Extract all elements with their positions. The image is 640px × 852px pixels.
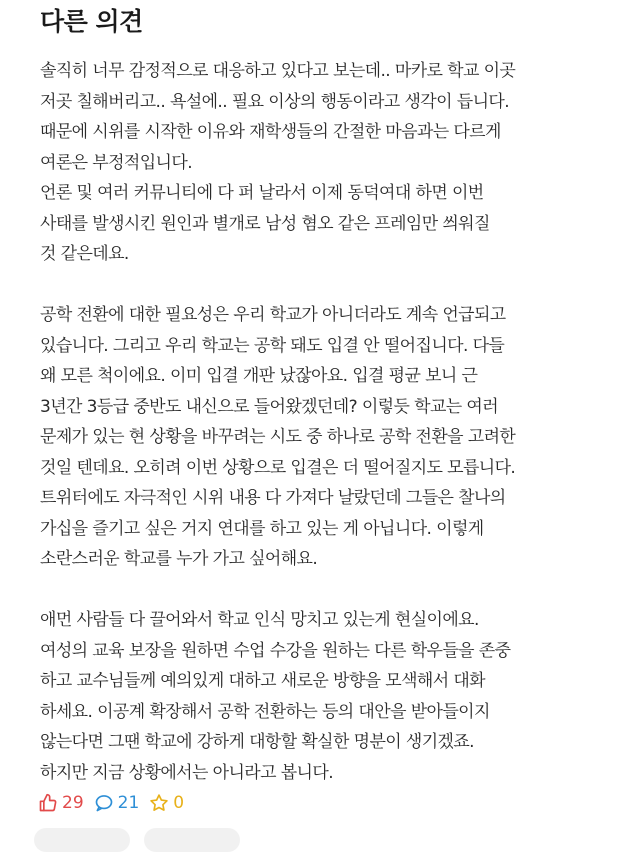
reaction-bar bbox=[38, 790, 194, 816]
comment-button[interactable] bbox=[94, 793, 140, 813]
body-line: 하세요. 이공계 확장해서 공학 전환하는 등의 대안을 받아들이지 bbox=[40, 701, 490, 722]
body-line: 공학 전환에 대한 필요성은 우리 학교가 아니더라도 계속 언급되고 bbox=[40, 305, 506, 325]
body-line: 사태를 발생시킨 원인과 별개로 남성 혐오 같은 프레임만 씌워질 bbox=[40, 213, 490, 234]
body-line: 하고 교수님들께 예의있게 대하고 새로운 방향을 모색해서 대화 bbox=[40, 671, 485, 691]
paragraph-gap bbox=[40, 270, 620, 301]
body-line: 문제가 있는 현 상황을 바꾸려는 시도 중 하나로 공학 전환을 고려한 bbox=[40, 427, 516, 447]
paragraph-3 bbox=[40, 605, 620, 788]
body-line: 여성의 교육 보장을 원하면 수업 수강을 원하는 다른 학우들을 존중 bbox=[40, 640, 511, 661]
body-line: 저곳 칠해버리고.. 욕설에.. 필요 이상의 행동이라고 생각이 듭니다. bbox=[40, 91, 510, 112]
paragraph-1 bbox=[40, 56, 620, 270]
post-title: 다른 의견 bbox=[40, 7, 143, 36]
body-line: 애먼 사람들 다 끌어와서 학교 인식 망치고 있는게 현실이에요. bbox=[40, 610, 479, 630]
body-line: 여론은 부정적입니다. bbox=[40, 152, 193, 173]
action-chips bbox=[34, 828, 254, 852]
thumbs-up-icon bbox=[38, 793, 58, 813]
like-button[interactable] bbox=[38, 793, 84, 813]
paragraph-2 bbox=[40, 300, 620, 575]
post-body bbox=[40, 56, 620, 788]
action-chip[interactable] bbox=[144, 828, 240, 852]
body-line: 것 같은데요. bbox=[40, 244, 129, 264]
star-icon bbox=[149, 793, 169, 813]
body-line: 않는다면 그땐 학교에 강하게 대항할 확실한 명분이 생기겠죠. bbox=[40, 732, 474, 752]
comment-count: 21 bbox=[117, 793, 140, 813]
body-line: 3년간 3등급 중반도 내신으로 들어왔겠던데? 이렇듯 학교는 여러 bbox=[40, 396, 499, 417]
body-line: 왜 모른 척이에요. 이미 입결 개판 났잖아요. 입결 평균 보니 근 bbox=[40, 366, 478, 386]
body-line: 가십을 즐기고 싶은 거지 연대를 하고 있는 게 아닙니다. 이렇게 bbox=[40, 518, 484, 539]
body-line: 소란스러운 학교를 누가 가고 싶어해요. bbox=[40, 549, 318, 569]
body-line: 있습니다. 그리고 우리 학교는 공학 돼도 입결 안 떨어집니다. 다들 bbox=[40, 335, 505, 356]
speech-bubble-icon bbox=[94, 793, 114, 813]
like-count: 29 bbox=[62, 793, 84, 813]
body-line: 때문에 시위를 시작한 이유와 재학생들의 간절한 마음과는 다르게 bbox=[40, 122, 501, 142]
body-line: 트위터에도 자극적인 시위 내용 다 가져다 날랐던데 그들은 찰나의 bbox=[40, 488, 506, 508]
action-chip[interactable] bbox=[34, 828, 130, 852]
body-line: 솔직히 너무 감정적으로 대응하고 있다고 보는데.. 마카로 학교 이곳 bbox=[40, 61, 516, 81]
paragraph-gap bbox=[40, 575, 620, 606]
body-line: 하지만 지금 상황에서는 아니라고 봅니다. bbox=[40, 762, 333, 783]
body-line: 언론 및 여러 커뮤니티에 다 퍼 날라서 이제 동덕여대 하면 이번 bbox=[40, 183, 484, 203]
body-line: 것일 텐데요. 오히려 이번 상황으로 입결은 더 떨어질지도 모릅니다. bbox=[40, 457, 516, 478]
scrap-count: 0 bbox=[173, 793, 185, 813]
scrap-button[interactable] bbox=[149, 793, 184, 813]
